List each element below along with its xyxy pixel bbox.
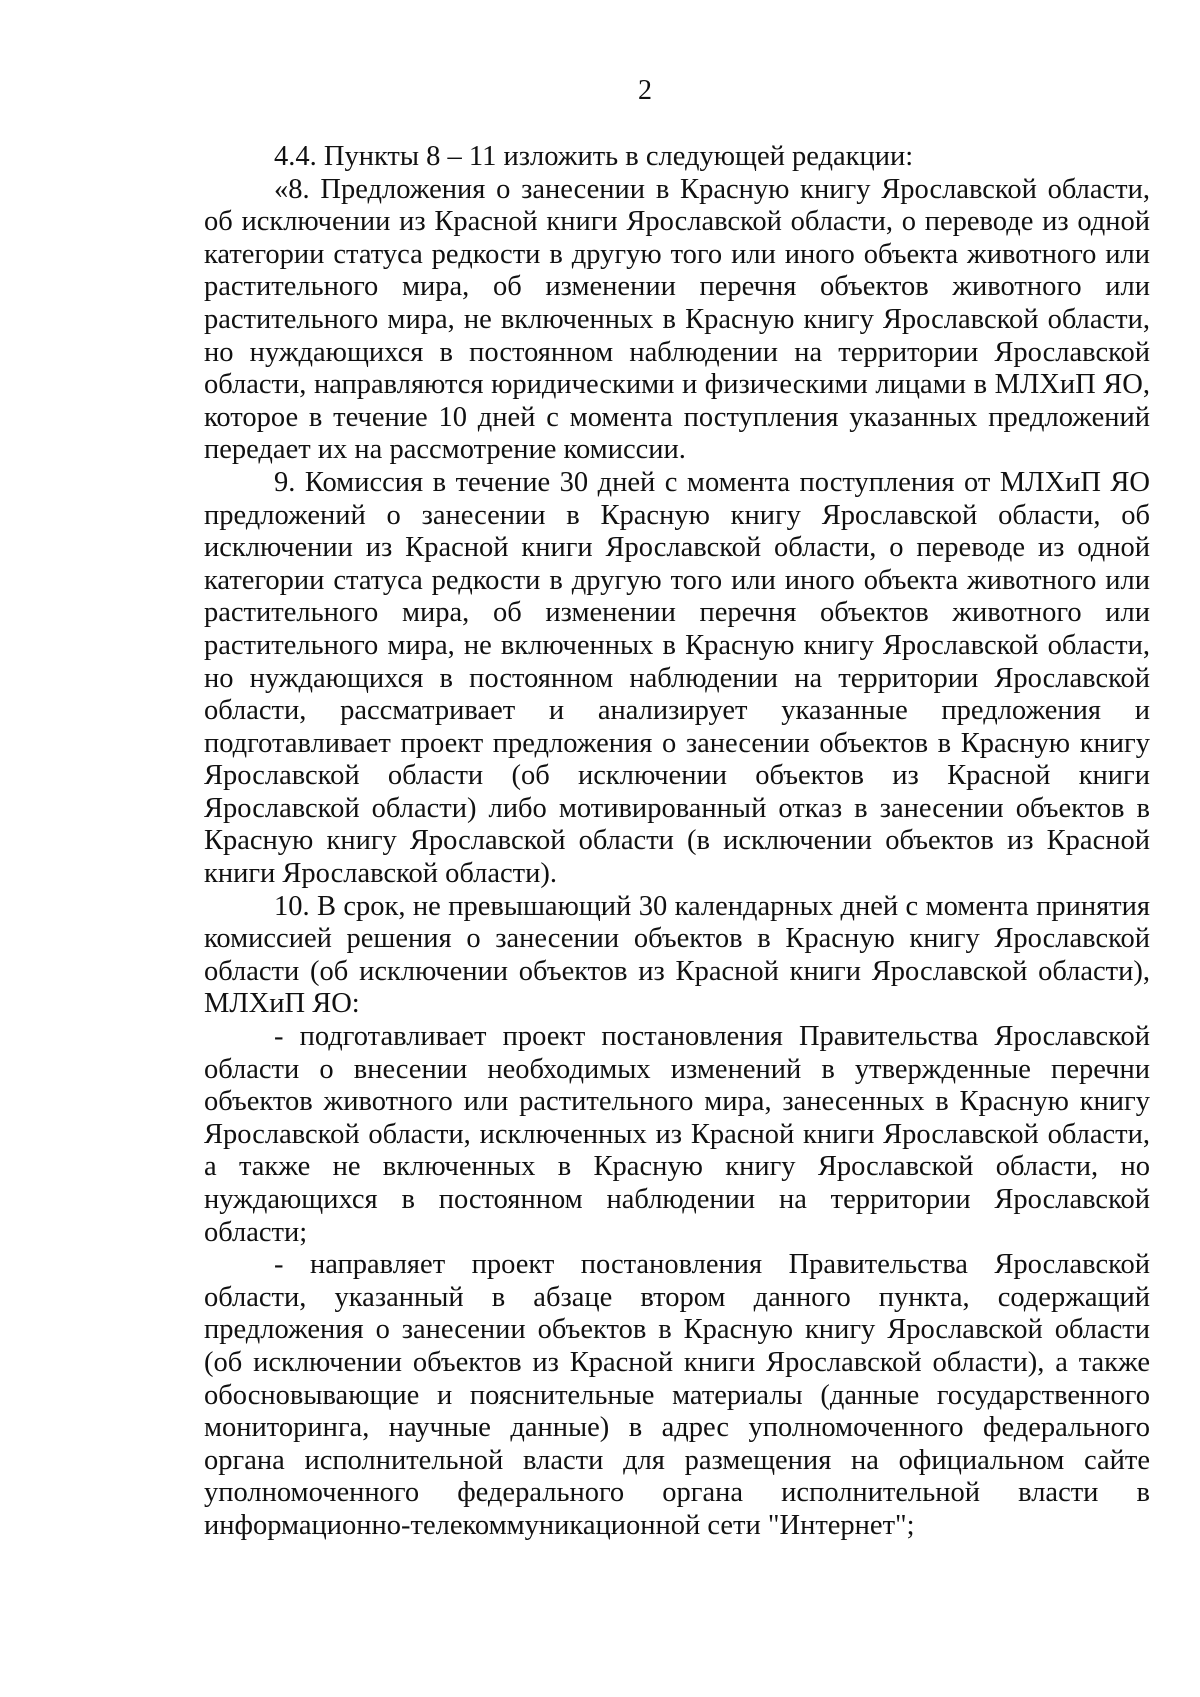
document-body [204,141,1150,1543]
paragraph-item-10-dash-2: - направляет проект постановления Правительства Ярославской области, указанный в абзаце втором данного пункта, содержащий предложения о занесении объектов в Красную книгу Ярославской области (об исключении объектов из Красной книги Ярославской области), а также обосновывающие и пояснительные материалы (данные государственного мониторинга, научные данные) в адрес уполномоченного федерального органа исполнительной власти для размещения на официальном сайте уполномоченного федерального органа исполнительной власти в информационно-телекоммуникационной сети "Интернет"; [204,1249,1150,1541]
paragraph-4-4-heading: 4.4. Пункты 8 – 11 изложить в следующей редакции: [274,141,914,172]
paragraph-item-10-dash-1: - подготавливает проект постановления Правительства Ярославской области о внесении необходимых изменений в утвержденные перечни объектов животного или растительного мира, занесенных в Красную книгу Ярославской области, исключенных из Красной книги Ярославской области, а также не включенных в Красную книгу Ярославской области, но нуждающихся в постоянном наблюдении на территории Ярославской области; [204,1021,1150,1248]
paragraph-item-10: 10. В срок, не превышающий 30 календарных дней с момента принятия комиссией решения о занесении объектов в Красную книгу Ярославской области (об исключении объектов из Красной книги Ярославской области), МЛХиП ЯО: [204,890,1150,1020]
page-number: 2 [638,75,652,106]
paragraph-item-9: 9. Комиссия в течение 30 дней с момента поступления от МЛХиП ЯО предложений о занесении в Красную книгу Ярославской области, об исключении из Красной книги Ярославской области, о переводе из одной категории статуса редкости в другую того или иного объекта животного или растительного мира, об изменении перечня объектов животного или растительного мира, не включенных в Красную книгу Ярославской области, но нуждающихся в постоянном наблюдении на территории Ярославской области, рассматривает и анализирует указанные предложения и подготавливает проект предложения о занесении объектов в Красную книгу Ярославской области (об исключении объектов из Красной книги Ярославской области) либо мотивированный отказ в занесении объектов в Красную книгу Ярославской области (в исключении объектов из Красной книги Ярославской области). [204,466,1150,890]
paragraph-item-8: «8. Предложения о занесении в Красную книгу Ярославской области, об исключении из Красной книги Ярославской области, о переводе из одной категории статуса редкости в другую того или иного объекта животного или растительного мира, об изменении перечня объектов животного или растительного мира, не включенных в Красную книгу Ярославской области, но нуждающихся в постоянном наблюдении на территории Ярославской области, направляются юридическими и физическими лицами в МЛХиП ЯО, которое в течение 10 дней с момента поступления указанных предложений передает их на рассмотрение комиссии. [204,173,1150,466]
